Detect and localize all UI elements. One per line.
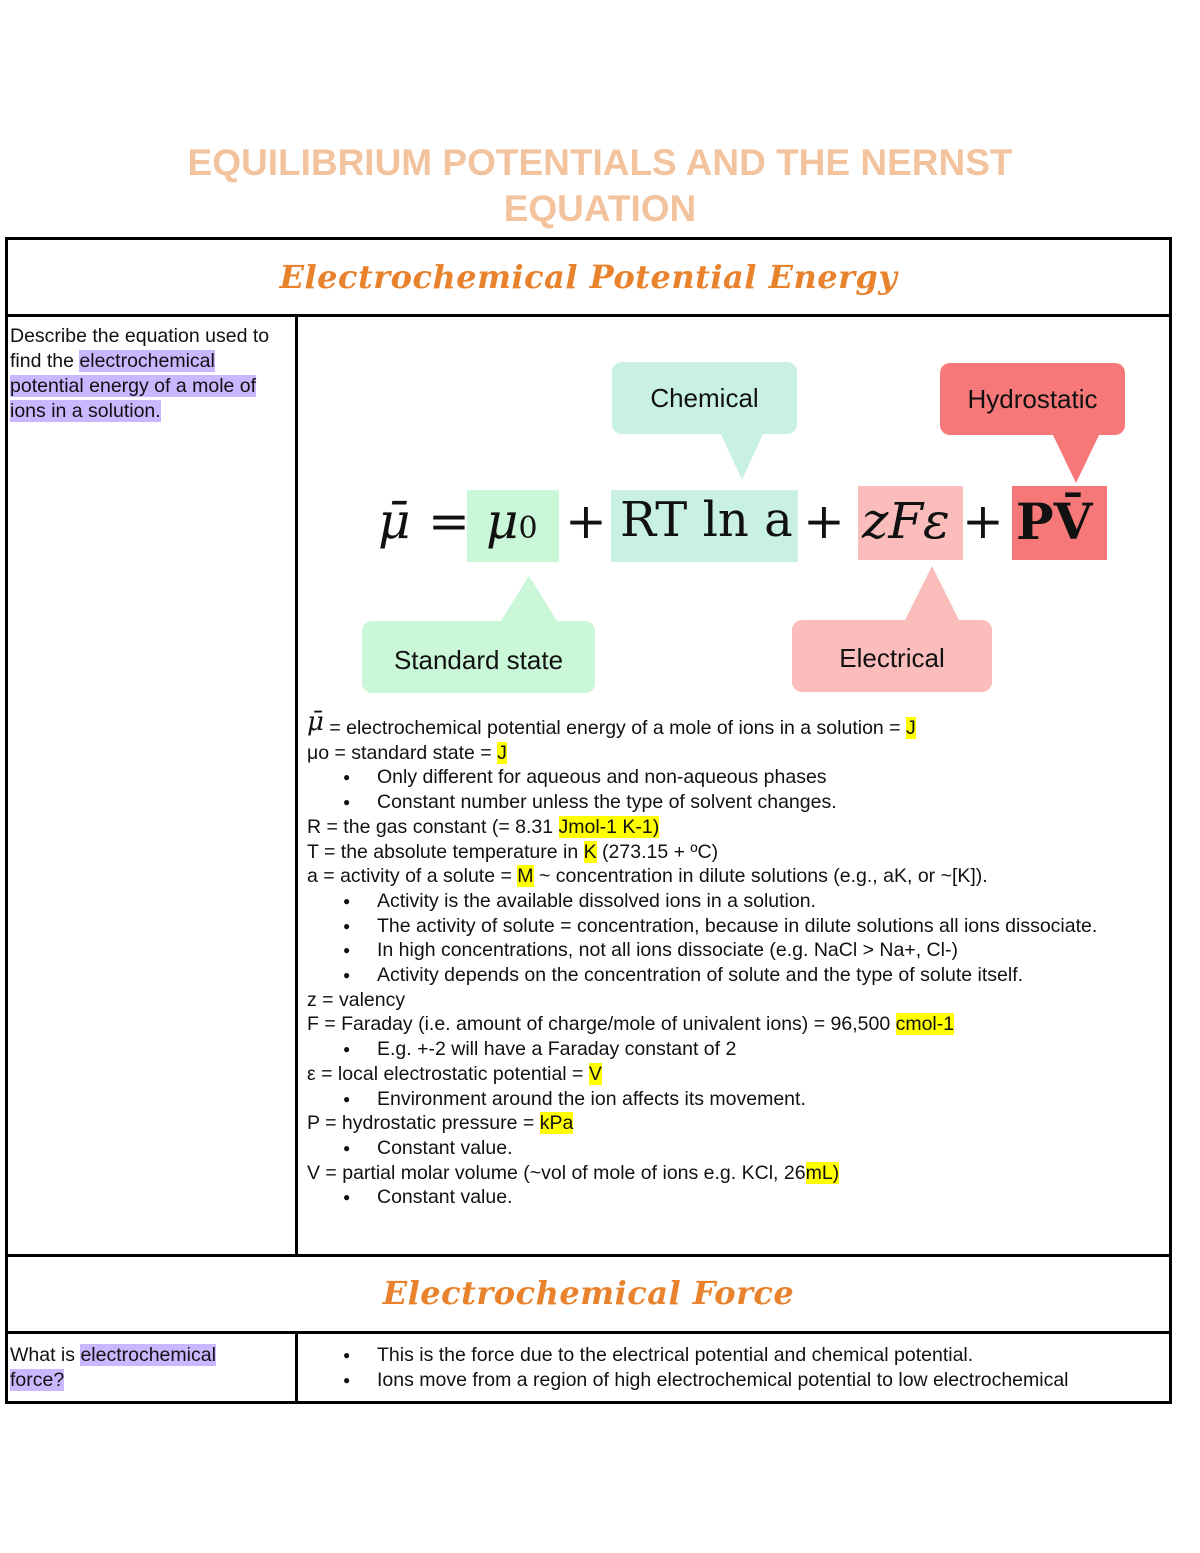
highlighted-term: electrochemical potential energy of a mole of ions in a solution. — [10, 350, 257, 422]
section-heading-force: Electrochemical Force — [382, 1274, 795, 1312]
standard-state-pointer — [499, 576, 559, 624]
document-title — [0, 140, 1200, 232]
section-heading-potential-energy: Electrochemical Potential Energy — [279, 258, 898, 296]
bullet-item: ● Environment around the ion affects its movement. — [307, 1087, 1162, 1112]
plus-sign: + — [962, 492, 1004, 550]
chemical-term: RT ln a — [620, 492, 793, 548]
definition-v: V = partial molar volume (~vol of mole of ions e.g. KCl, 26mL) — [307, 1161, 840, 1184]
bullet-item: ● In high concentrations, not all ions dissociate (e.g. NaCl > Na+, Cl-) — [307, 938, 1162, 963]
electrical-pointer — [904, 566, 960, 622]
row-divider — [8, 314, 1169, 317]
bullet-item: ● Constant value. — [307, 1185, 1162, 1210]
definition-epsilon: ε = local electrostatic potential = V — [307, 1062, 602, 1085]
bullet-item: ● The activity of solute = concentration, because in dilute solutions all ions dissociate. — [307, 914, 1162, 939]
hydrostatic-label: Hydrostatic — [940, 363, 1125, 435]
bullet-item: ● This is the force due to the electrical potential and chemical potential. — [307, 1343, 1167, 1368]
definition-mu0: μo = standard state = J — [307, 741, 507, 764]
bullet-item: ● Activity depends on the concentration of solute and the type of solute itself. — [307, 963, 1162, 988]
chemical-label: Chemical — [612, 362, 797, 434]
definition-t: T = the absolute temperature in K (273.15 + ºC) — [307, 840, 719, 863]
electrical-term: zFε — [862, 492, 950, 550]
standard-state-label: Standard state — [362, 621, 595, 693]
row-divider — [8, 1254, 1169, 1257]
column-divider — [295, 314, 298, 1257]
definition-f: F = Faraday (i.e. amount of charge/mole of univalent ions) = 96,500 cmol-1 — [307, 1013, 955, 1036]
bullet-item: ● Constant number unless the type of solvent changes. — [307, 790, 1162, 815]
bullet-item: ● Constant value. — [307, 1136, 1162, 1161]
question-potential-energy: Describe the equation used to find the electrochemical potential energy of a mole of ions in a solution. — [10, 325, 270, 422]
question-force: What is electrochemical force? — [10, 1344, 216, 1391]
title-line-2: EQUATION — [503, 188, 697, 229]
highlighted-term: electrochemical force? — [10, 1344, 216, 1391]
row-divider — [8, 1331, 1169, 1334]
electrical-label: Electrical — [792, 620, 992, 692]
chemical-pointer — [720, 432, 764, 480]
bullet-item: ● Only different for aqueous and non-aqueous phases — [307, 765, 1162, 790]
definition-p: P = hydrostatic pressure = kPa — [307, 1112, 574, 1135]
plus-sign: + — [803, 492, 845, 550]
bullet-item: ● Activity is the available dissolved ions in a solution. — [307, 889, 1162, 914]
definition-r: R = the gas constant (= 8.31 Jmol-1 K-1) — [307, 815, 660, 838]
plus-sign: + — [565, 492, 607, 550]
title-line-1: EQUILIBRIUM POTENTIALS AND THE NERNST — [187, 142, 1013, 183]
bullet-item: ● Ions move from a region of high electrochemical potential to low electrochemical — [307, 1368, 1167, 1393]
hydrostatic-pointer — [1052, 433, 1100, 483]
force-answers — [307, 1343, 1167, 1393]
mu0-symbol: μ0 — [486, 492, 538, 550]
equals-sign: = — [428, 492, 470, 550]
variable-definitions — [307, 707, 1162, 1210]
definition-mu-bar: μ̄ = electrochemical potential energy of a mole of ions in a solution = J — [307, 707, 916, 739]
hydrostatic-term: PV̄ — [1016, 492, 1093, 551]
definition-z: z = valency — [307, 988, 406, 1011]
definition-a: a = activity of a solute = M ~ concentration in dilute solutions (e.g., aK, or ~[K]). — [307, 865, 988, 888]
mu-bar-symbol: μ̄ — [378, 492, 411, 550]
column-divider — [295, 1331, 298, 1404]
bullet-item: ● E.g. +-2 will have a Faraday constant of 2 — [307, 1037, 1162, 1062]
